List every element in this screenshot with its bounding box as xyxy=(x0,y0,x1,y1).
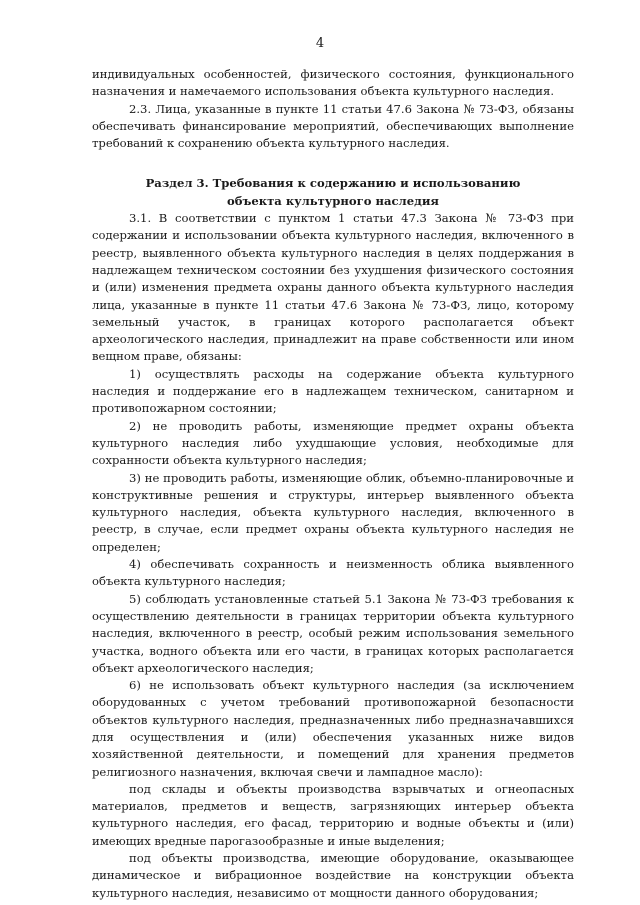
paragraph-3-1: 3.1. В соответствии с пунктом 1 статьи 47.3 Закона № 73-ФЗ при содержании и использовании объекта культурного наследия, включенного в реестр, выявленного объекта культурного наследия в целях поддержания в надлежащем техническом состоянии без ухудшения физического состояния и (или) изменения предмета охраны данного объекта культурного наследия лица, указанные в пункте 11 статьи 47.6 Закона № 73-ФЗ, лицо, которому земельный участок, в границах которого располагается объект археологического наследия, принадлежит на праве собственности или ином вещном праве, обязаны: xyxy=(92,211,574,364)
list-item-1: 1) осуществлять расходы на содержание объекта культурного наследия и поддержание его в надлежащем техническом, санитарном и противопожарном состоянии; xyxy=(92,366,574,416)
list-item-3: 3) не проводить работы, изменяющие облик, объемно-планировочные и конструктивные решения и структуры, интерьер выявленного объекта культурного наследия, объекта культурного наследия, включенного в реестр, в случае, если предмет охраны объекта культурного наследия не определен; xyxy=(92,470,574,554)
page-number: 4 xyxy=(315,36,325,51)
document-body xyxy=(92,66,574,902)
list-item-4: 4) обеспечивать сохранность и неизменность облика выявленного объекта культурного наследия; xyxy=(92,557,574,589)
section-3-title-line1: Раздел 3. Требования к содержанию и использованию xyxy=(145,176,521,191)
sub-item-production: под объекты производства, имеющие оборудование, оказывающее динамическое и вибрационное воздействие на конструкции объекта культурного наследия, независимо от мощности данного оборудования; xyxy=(92,851,574,900)
paragraph-2-3: 2.3. Лица, указанные в пункте 11 статьи 47.6 Закона № 73-ФЗ, обязаны обеспечивать финансирование мероприятий, обеспечивающих выполнение требований к сохранению объекта культурного наследия. xyxy=(92,101,574,151)
section-gap xyxy=(92,152,574,164)
section-3-title xyxy=(92,175,574,210)
list-item-6: 6) не использовать объект культурного наследия (за исключением оборудованных с учетом требований противопожарной безопасности объектов культурного наследия, предназначенных либо предназначавшихся для осуществления и (или) обеспечения указанных ниже видов хозяйственной деятельности, и помещений для хранения предметов религиозного назначения, включая свечи и лампадное масло): xyxy=(92,678,574,779)
list-item-2: 2) не проводить работы, изменяющие предмет охраны объекта культурного наследия либо ухудшающие условия, необходимые для сохранности объекта культурного наследия; xyxy=(92,418,574,468)
section1-tail-paragraph: индивидуальных особенностей, физического состояния, функционального назначения и намечаемого использования объекта культурного наследия. xyxy=(92,67,574,99)
section-3-title-line2: объекта культурного наследия xyxy=(227,193,439,208)
sub-item-warehouses: под склады и объекты производства взрывчатых и огнеопасных материалов, предметов и веществ, загрязняющих интерьер объекта культурного наследия, его фасад, территорию и водные объекты и (или) имеющих вредные парогазообразные и иные выделения; xyxy=(92,781,574,848)
list-item-5: 5) соблюдать установленные статьей 5.1 Закона № 73-ФЗ требования к осуществлению деятельности в границах территории объекта культурного наследия, включенного в реестр, особый режим использования земельного участка, водного объекта или его части, в границах которых располагается объект археологического наследия; xyxy=(92,591,574,675)
